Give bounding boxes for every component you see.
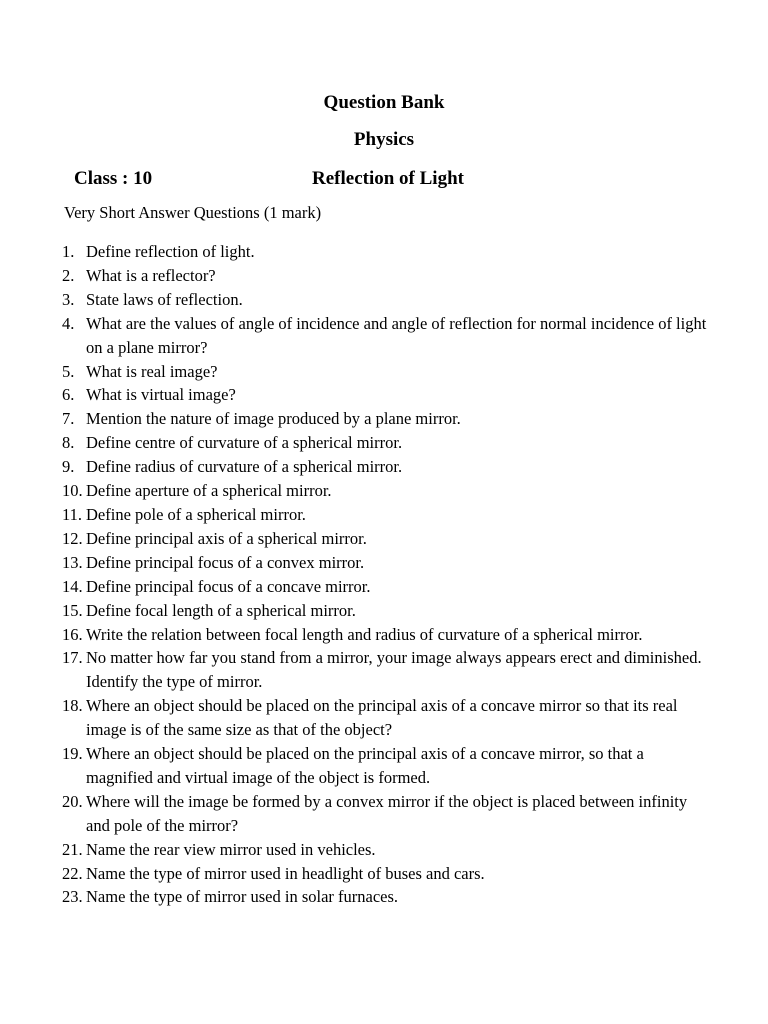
document-title: Question Bank — [323, 92, 445, 113]
question-text: What is virtual image? — [86, 385, 236, 405]
question-text: State laws of reflection. — [86, 289, 243, 309]
topic-heading: Reflection of Light — [312, 168, 464, 189]
question-text: Define centre of curvature of a spherical mirror. — [86, 433, 403, 453]
question-list — [62, 240, 712, 909]
question-number: 8. — [62, 433, 75, 453]
question-number: 14. — [62, 576, 83, 596]
question-item — [62, 646, 712, 694]
question-number: 5. — [62, 361, 75, 381]
question-item — [62, 575, 712, 599]
question-item — [62, 838, 712, 862]
question-item — [62, 264, 712, 288]
question-item — [62, 288, 712, 312]
question-item — [62, 360, 712, 384]
question-item — [62, 527, 712, 551]
question-text: Define reflection of light. — [86, 242, 255, 261]
question-item — [62, 503, 712, 527]
question-text: Name the type of mirror used in solar furnaces. — [86, 887, 399, 907]
question-item — [62, 862, 712, 886]
question-number: 22. — [62, 863, 83, 883]
question-number: 2. — [62, 265, 75, 285]
question-text: Define focal length of a spherical mirror. — [86, 600, 356, 620]
question-item — [62, 790, 712, 838]
question-text: Name the rear view mirror used in vehicles. — [86, 839, 376, 859]
question-number: 6. — [62, 385, 75, 405]
question-number: 7. — [62, 409, 75, 429]
question-number: 21. — [62, 839, 83, 859]
class-label: Class : 10 — [74, 168, 153, 189]
question-text: What is real image? — [86, 361, 218, 381]
question-item — [62, 623, 712, 647]
question-item — [62, 742, 712, 790]
question-item — [62, 694, 712, 742]
question-text: Where an object should be placed on the principal axis of a concave mirror, so that a magnified and virtual image of the object is formed. — [86, 744, 644, 787]
question-number: 13. — [62, 552, 83, 572]
question-text: Where will the image be formed by a convex mirror if the object is placed between infinity and pole of the mirror? — [86, 791, 688, 835]
question-number: 23. — [62, 887, 83, 907]
question-number: 4. — [62, 313, 75, 333]
question-item — [62, 599, 712, 623]
question-number: 12. — [62, 528, 83, 548]
question-item — [62, 312, 712, 360]
question-number: 15. — [62, 600, 83, 620]
question-item — [62, 383, 712, 407]
question-text: What is a reflector? — [86, 265, 216, 285]
question-text: Define radius of curvature of a spherical mirror. — [86, 457, 403, 477]
question-number: 11. — [62, 504, 83, 524]
question-item — [62, 455, 712, 479]
question-text: Name the type of mirror used in headlight of buses and cars. — [86, 863, 485, 883]
question-text: What are the values of angle of incidence and angle of reflection for normal incidence of light on a plane mirror? — [86, 313, 707, 357]
question-number: 20. — [62, 791, 83, 811]
question-text: No matter how far you stand from a mirror, your image always appears erect and diminished. Identify the type of mirror. — [86, 648, 702, 692]
question-number: 9. — [62, 457, 75, 477]
question-text: Define pole of a spherical mirror. — [86, 504, 306, 524]
question-item — [62, 407, 712, 431]
question-item — [62, 240, 712, 264]
question-item — [62, 479, 712, 503]
question-text: Where an object should be placed on the principal axis of a concave mirror so that its real image is of the same size as that of the object? — [86, 696, 678, 740]
question-number: 17. — [62, 648, 83, 668]
question-text: Define principal focus of a concave mirror. — [86, 576, 371, 596]
question-text: Define principal focus of a convex mirror. — [86, 552, 365, 572]
question-text: Define aperture of a spherical mirror. — [86, 481, 332, 501]
question-text: Write the relation between focal length and radius of curvature of a spherical mirror. — [86, 624, 643, 644]
question-text: Define principal axis of a spherical mirror. — [86, 528, 367, 548]
question-number: 18. — [62, 696, 83, 716]
question-item — [62, 431, 712, 455]
question-item — [62, 551, 712, 575]
section-heading: Very Short Answer Questions (1 mark) — [64, 203, 322, 222]
question-number: 1. — [62, 242, 75, 261]
question-number: 19. — [62, 744, 83, 764]
subject-heading: Physics — [353, 129, 415, 150]
question-number: 3. — [62, 289, 75, 309]
question-text: Mention the nature of image produced by a plane mirror. — [86, 409, 461, 429]
question-number: 16. — [62, 624, 83, 644]
question-number: 10. — [62, 481, 83, 501]
question-item — [62, 885, 712, 909]
